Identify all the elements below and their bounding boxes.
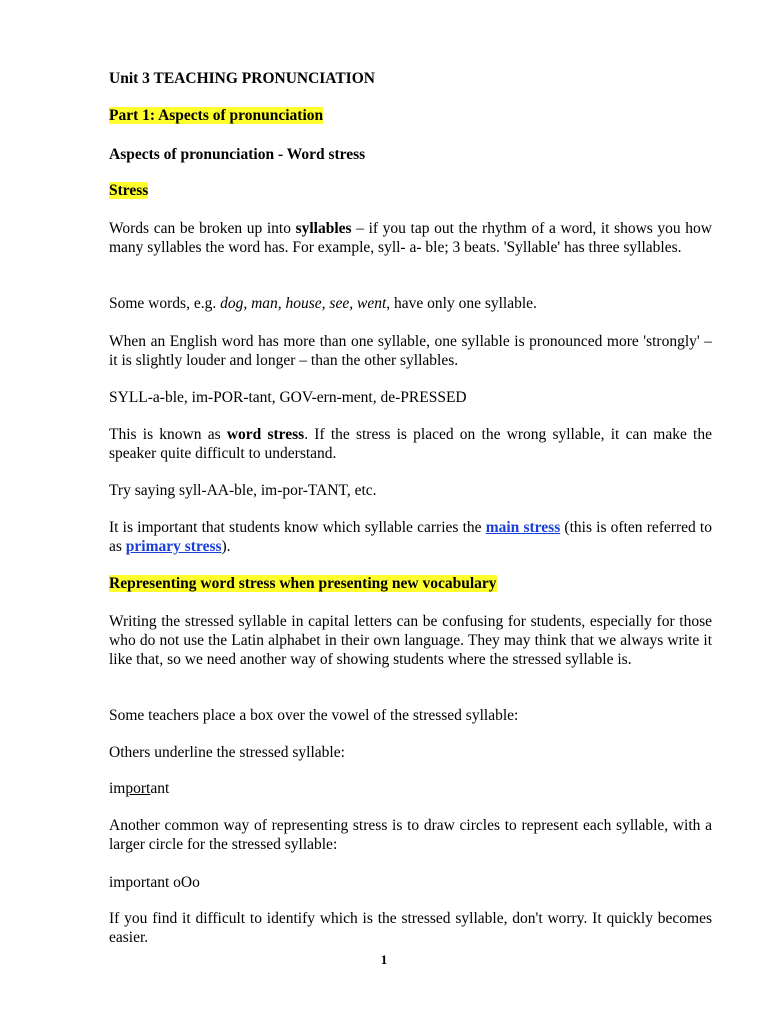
paragraph-stress-examples: SYLL-a-ble, im-POR-tant, GOV-ern-ment, de-PRESSED <box>109 389 467 406</box>
main-stress-link[interactable]: main stress <box>485 519 561 536</box>
paragraph-dont-worry: If you find it difficult to identify which is the stressed syllable, don't worry. It quickly becomes easier. <box>109 910 712 946</box>
example-words: dog, man, house, see, went <box>220 295 387 312</box>
stress-heading-text: Stress <box>109 182 149 199</box>
example-word-important <box>109 779 712 798</box>
stressed-syllable: port <box>125 780 151 797</box>
page-number: 1 <box>380 952 388 967</box>
term-word-stress: word stress <box>226 426 305 443</box>
document-title: Unit 3 TEACHING PRONUNCIATION <box>109 70 375 87</box>
representing-heading <box>109 574 712 593</box>
text-run: – if you tap out the rhythm of a word, it shows you how many syllables the word has. For example, syll- a- ble; 3 beats. 'Syllable' has three syllables. <box>109 220 712 256</box>
text-run: . If the stress is placed on the wrong syllable, it can make the speaker quite difficult to understand. <box>109 426 712 462</box>
part-heading-text: Part 1: Aspects of pronunciation <box>109 107 324 124</box>
part-heading <box>109 106 712 125</box>
term-syllables: syllables <box>295 220 352 237</box>
paragraph-box-over-vowel: Some teachers place a box over the vowel of the stressed syllable: <box>109 707 519 724</box>
text-run: Some words, e.g. <box>109 295 221 312</box>
paragraph-one-syllable <box>109 294 712 313</box>
text-run: This is known as <box>109 426 227 443</box>
paragraph-main-stress <box>109 518 712 556</box>
subheading: Aspects of pronunciation - Word stress <box>109 146 366 163</box>
stress-heading <box>109 181 712 200</box>
text-run: , have only one syllable. <box>386 295 537 312</box>
paragraph-underline: Others underline the stressed syllable: <box>109 744 345 761</box>
syllable: ant <box>150 780 170 797</box>
paragraph-try-saying: Try saying syll-AA-ble, im-por-TANT, etc. <box>109 482 377 499</box>
text-run: (this is often referred to as <box>109 519 712 555</box>
text-run: It is important that students know which syllable carries the <box>109 519 486 536</box>
syllable: im <box>109 780 126 797</box>
primary-stress-link[interactable]: primary stress <box>125 538 222 555</box>
paragraph-capital-letters: Writing the stressed syllable in capital letters can be confusing for students, especially for those who do not use the Latin alphabet in their own language. They may think that we always write it like that, so we need another way of showing students where the stressed syllable is. <box>109 613 712 668</box>
text-run: ). <box>221 538 231 555</box>
paragraph-syllables <box>109 219 712 257</box>
paragraph-word-stress <box>109 425 712 463</box>
paragraph-circles: Another common way of representing stress is to draw circles to represent each syllable, with a larger circle for the stressed syllable: <box>109 817 712 853</box>
paragraph-multi-syllable: When an English word has more than one syllable, one syllable is pronounced more 'strongly' – it is slightly louder and longer – than the other syllables. <box>109 333 712 369</box>
representing-heading-text: Representing word stress when presenting new vocabulary <box>109 575 497 592</box>
example-circles: important oOo <box>109 874 200 891</box>
text-run: Words can be broken up into <box>109 220 296 237</box>
